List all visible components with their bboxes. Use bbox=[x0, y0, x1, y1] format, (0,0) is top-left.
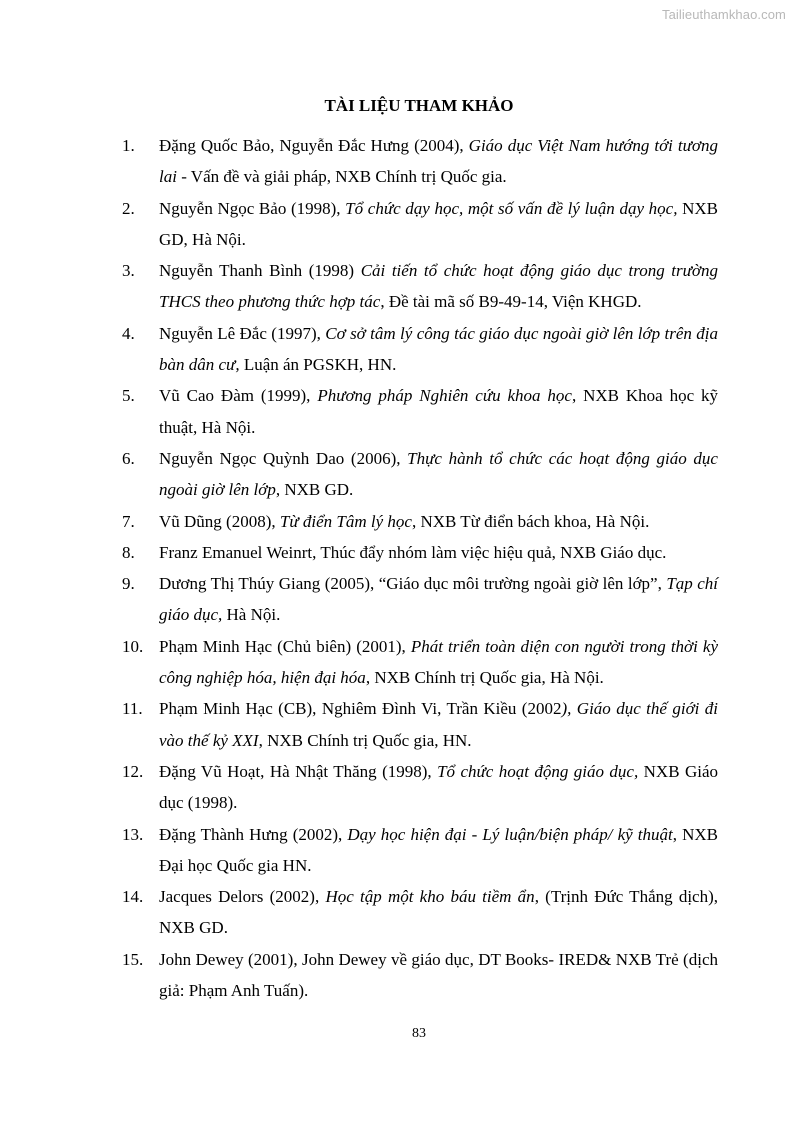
reference-text bbox=[159, 386, 718, 436]
reference-title-segment: Học tập một kho báu tiềm ẩn bbox=[325, 887, 535, 907]
reference-text bbox=[159, 449, 718, 499]
reference-segment: Phạm Minh Hạc (CB), Nghiêm Đình Vi, Trần Kiều (2002 bbox=[159, 699, 562, 719]
reference-text bbox=[159, 699, 718, 749]
reference-segment: Nguyễn Thanh Bình (1998) bbox=[159, 261, 361, 281]
reference-segment: Nguyễn Ngọc Quỳnh Dao (2006), bbox=[159, 448, 408, 468]
reference-number: 6. bbox=[122, 448, 135, 468]
reference-title-segment: Cơ sở tâm lý công tác giáo dục ngoài giờ lên lớp trên địa bàn dân cư, bbox=[159, 323, 718, 375]
reference-number: 4. bbox=[122, 323, 135, 343]
reference-text bbox=[159, 136, 718, 186]
reference-text bbox=[159, 637, 718, 687]
reference-title-segment: Từ điển Tâm lý học bbox=[279, 511, 412, 531]
reference-number: 9. bbox=[122, 574, 135, 594]
reference-item bbox=[122, 819, 718, 882]
reference-text bbox=[159, 543, 666, 562]
reference-item bbox=[122, 506, 718, 537]
reference-item bbox=[122, 255, 718, 318]
reference-segment: Phạm Minh Hạc (Chủ biên) (2001), bbox=[159, 636, 411, 656]
reference-number: 11. bbox=[122, 699, 143, 719]
reference-number: 12. bbox=[122, 761, 144, 781]
reference-number: 8. bbox=[122, 542, 135, 562]
reference-number: 15. bbox=[122, 949, 144, 969]
reference-item bbox=[122, 693, 718, 756]
reference-text bbox=[159, 199, 718, 249]
reference-segment: Nguyễn Ngọc Bảo (1998), bbox=[159, 198, 346, 218]
reference-segment: Đặng Vũ Hoạt, Hà Nhật Thăng (1998), bbox=[159, 761, 438, 781]
reference-segment: NXB Giáo dục (1998). bbox=[159, 761, 718, 813]
reference-segment: , NXB Từ điển bách khoa, Hà Nội. bbox=[411, 511, 650, 531]
reference-number: 1. bbox=[122, 136, 135, 155]
page-number: 83 bbox=[412, 1026, 426, 1041]
reference-title-segment: Thực hành tổ chức các hoạt động giáo dục ngoài giờ lên lớp bbox=[159, 448, 718, 500]
reference-segment: John Dewey (2001), John Dewey về giáo dục, DT Books- IRED& NXB Trẻ (dịch giả: Phạm Anh Tuấn). bbox=[159, 949, 718, 1001]
reference-segment: Luận án PGSKH, HN. bbox=[239, 355, 397, 375]
reference-segment: Nguyễn Lê Đắc (1997), bbox=[159, 323, 326, 343]
reference-item bbox=[122, 443, 718, 506]
reference-title-segment: Tổ chức dạy học, một số vấn đề lý luận dạy học, bbox=[345, 198, 678, 218]
watermark-text: Tailieuthamkhao.com bbox=[661, 7, 786, 22]
reference-item bbox=[122, 130, 718, 193]
reference-list bbox=[122, 130, 718, 1006]
reference-title-segment: Tạp chí giáo dục, bbox=[159, 574, 718, 625]
reference-segment: , NXB Chính trị Quốc gia, Hà Nội. bbox=[365, 668, 604, 688]
reference-segment: Vũ Cao Đàm (1999), bbox=[159, 386, 318, 406]
reference-item bbox=[122, 756, 718, 819]
reference-item bbox=[122, 568, 718, 631]
reference-number: 3. bbox=[122, 261, 135, 281]
reference-item bbox=[122, 881, 718, 944]
reference-title-segment: Phương pháp Nghiên cứu khoa học bbox=[317, 386, 572, 406]
page-title: TÀI LIỆU THAM KHẢO bbox=[324, 96, 514, 115]
reference-title-segment: Tổ chức hoạt động giáo dục, bbox=[437, 761, 639, 781]
reference-text bbox=[159, 887, 718, 937]
reference-segment: Jacques Delors (2002), bbox=[159, 887, 326, 907]
reference-segment: , Đề tài mã số B9-49-14, Viện KHGD. bbox=[380, 292, 642, 312]
reference-text bbox=[159, 574, 718, 624]
reference-segment: Vũ Dũng (2008), bbox=[159, 511, 280, 531]
reference-text bbox=[159, 825, 718, 875]
reference-title-segment: Phát triển toàn diện con người trong thời kỳ công nghiệp hóa, hiện đại hóa bbox=[159, 636, 718, 688]
reference-title-segment: Cải tiến tổ chức hoạt động giáo dục trong trường THCS theo phương thức hợp tác bbox=[159, 261, 718, 312]
reference-number: 2. bbox=[122, 198, 135, 218]
reference-item bbox=[122, 631, 718, 694]
reference-number: 5. bbox=[122, 386, 135, 406]
reference-text bbox=[159, 950, 718, 1000]
reference-number: 13. bbox=[122, 824, 144, 844]
reference-item bbox=[122, 537, 718, 568]
reference-text bbox=[159, 512, 649, 531]
reference-item bbox=[122, 193, 718, 256]
reference-segment: NXB GD, Hà Nội. bbox=[159, 198, 718, 249]
reference-number: 7. bbox=[122, 511, 135, 531]
reference-text bbox=[159, 261, 718, 311]
reference-segment: , NXB GD. bbox=[275, 480, 354, 500]
reference-title-segment: ), Giáo dục thế giới đi vào thế kỷ XXI bbox=[159, 699, 719, 750]
reference-segment: Hà Nội. bbox=[222, 605, 281, 625]
reference-segment: , NXB Khoa học kỹ thuật, Hà Nội. bbox=[159, 386, 719, 437]
reference-item bbox=[122, 318, 718, 381]
reference-segment: - Vấn đề và giải pháp, NXB Chính trị Quốc gia. bbox=[176, 167, 507, 187]
reference-segment: Đặng Quốc Bảo, Nguyễn Đắc Hưng (2004), bbox=[159, 136, 469, 155]
reference-number: 10. bbox=[122, 636, 144, 656]
reference-item bbox=[122, 380, 718, 443]
reference-number: 14. bbox=[122, 887, 144, 907]
reference-segment: Dương Thị Thúy Giang (2005), “Giáo dục môi trường ngoài giờ lên lớp”, bbox=[159, 574, 667, 594]
reference-title-segment: Dạy học hiện đại - Lý luận/biện pháp/ kỹ thuật bbox=[347, 824, 673, 844]
reference-title-segment: Giáo dục Việt Nam hướng tới tương lai bbox=[159, 136, 718, 187]
reference-text bbox=[159, 324, 718, 374]
reference-item bbox=[122, 944, 718, 1007]
reference-segment: Franz Emanuel Weinrt, Thúc đẩy nhóm làm việc hiệu quả, NXB Giáo dục. bbox=[159, 542, 667, 562]
reference-segment: , NXB Đại học Quốc gia HN. bbox=[159, 824, 718, 875]
reference-text bbox=[159, 762, 718, 812]
reference-segment: , NXB Chính trị Quốc gia, HN. bbox=[258, 730, 472, 750]
reference-segment: Đặng Thành Hưng (2002), bbox=[159, 824, 348, 844]
reference-segment: , (Trịnh Đức Thắng dịch), NXB GD. bbox=[159, 887, 719, 938]
